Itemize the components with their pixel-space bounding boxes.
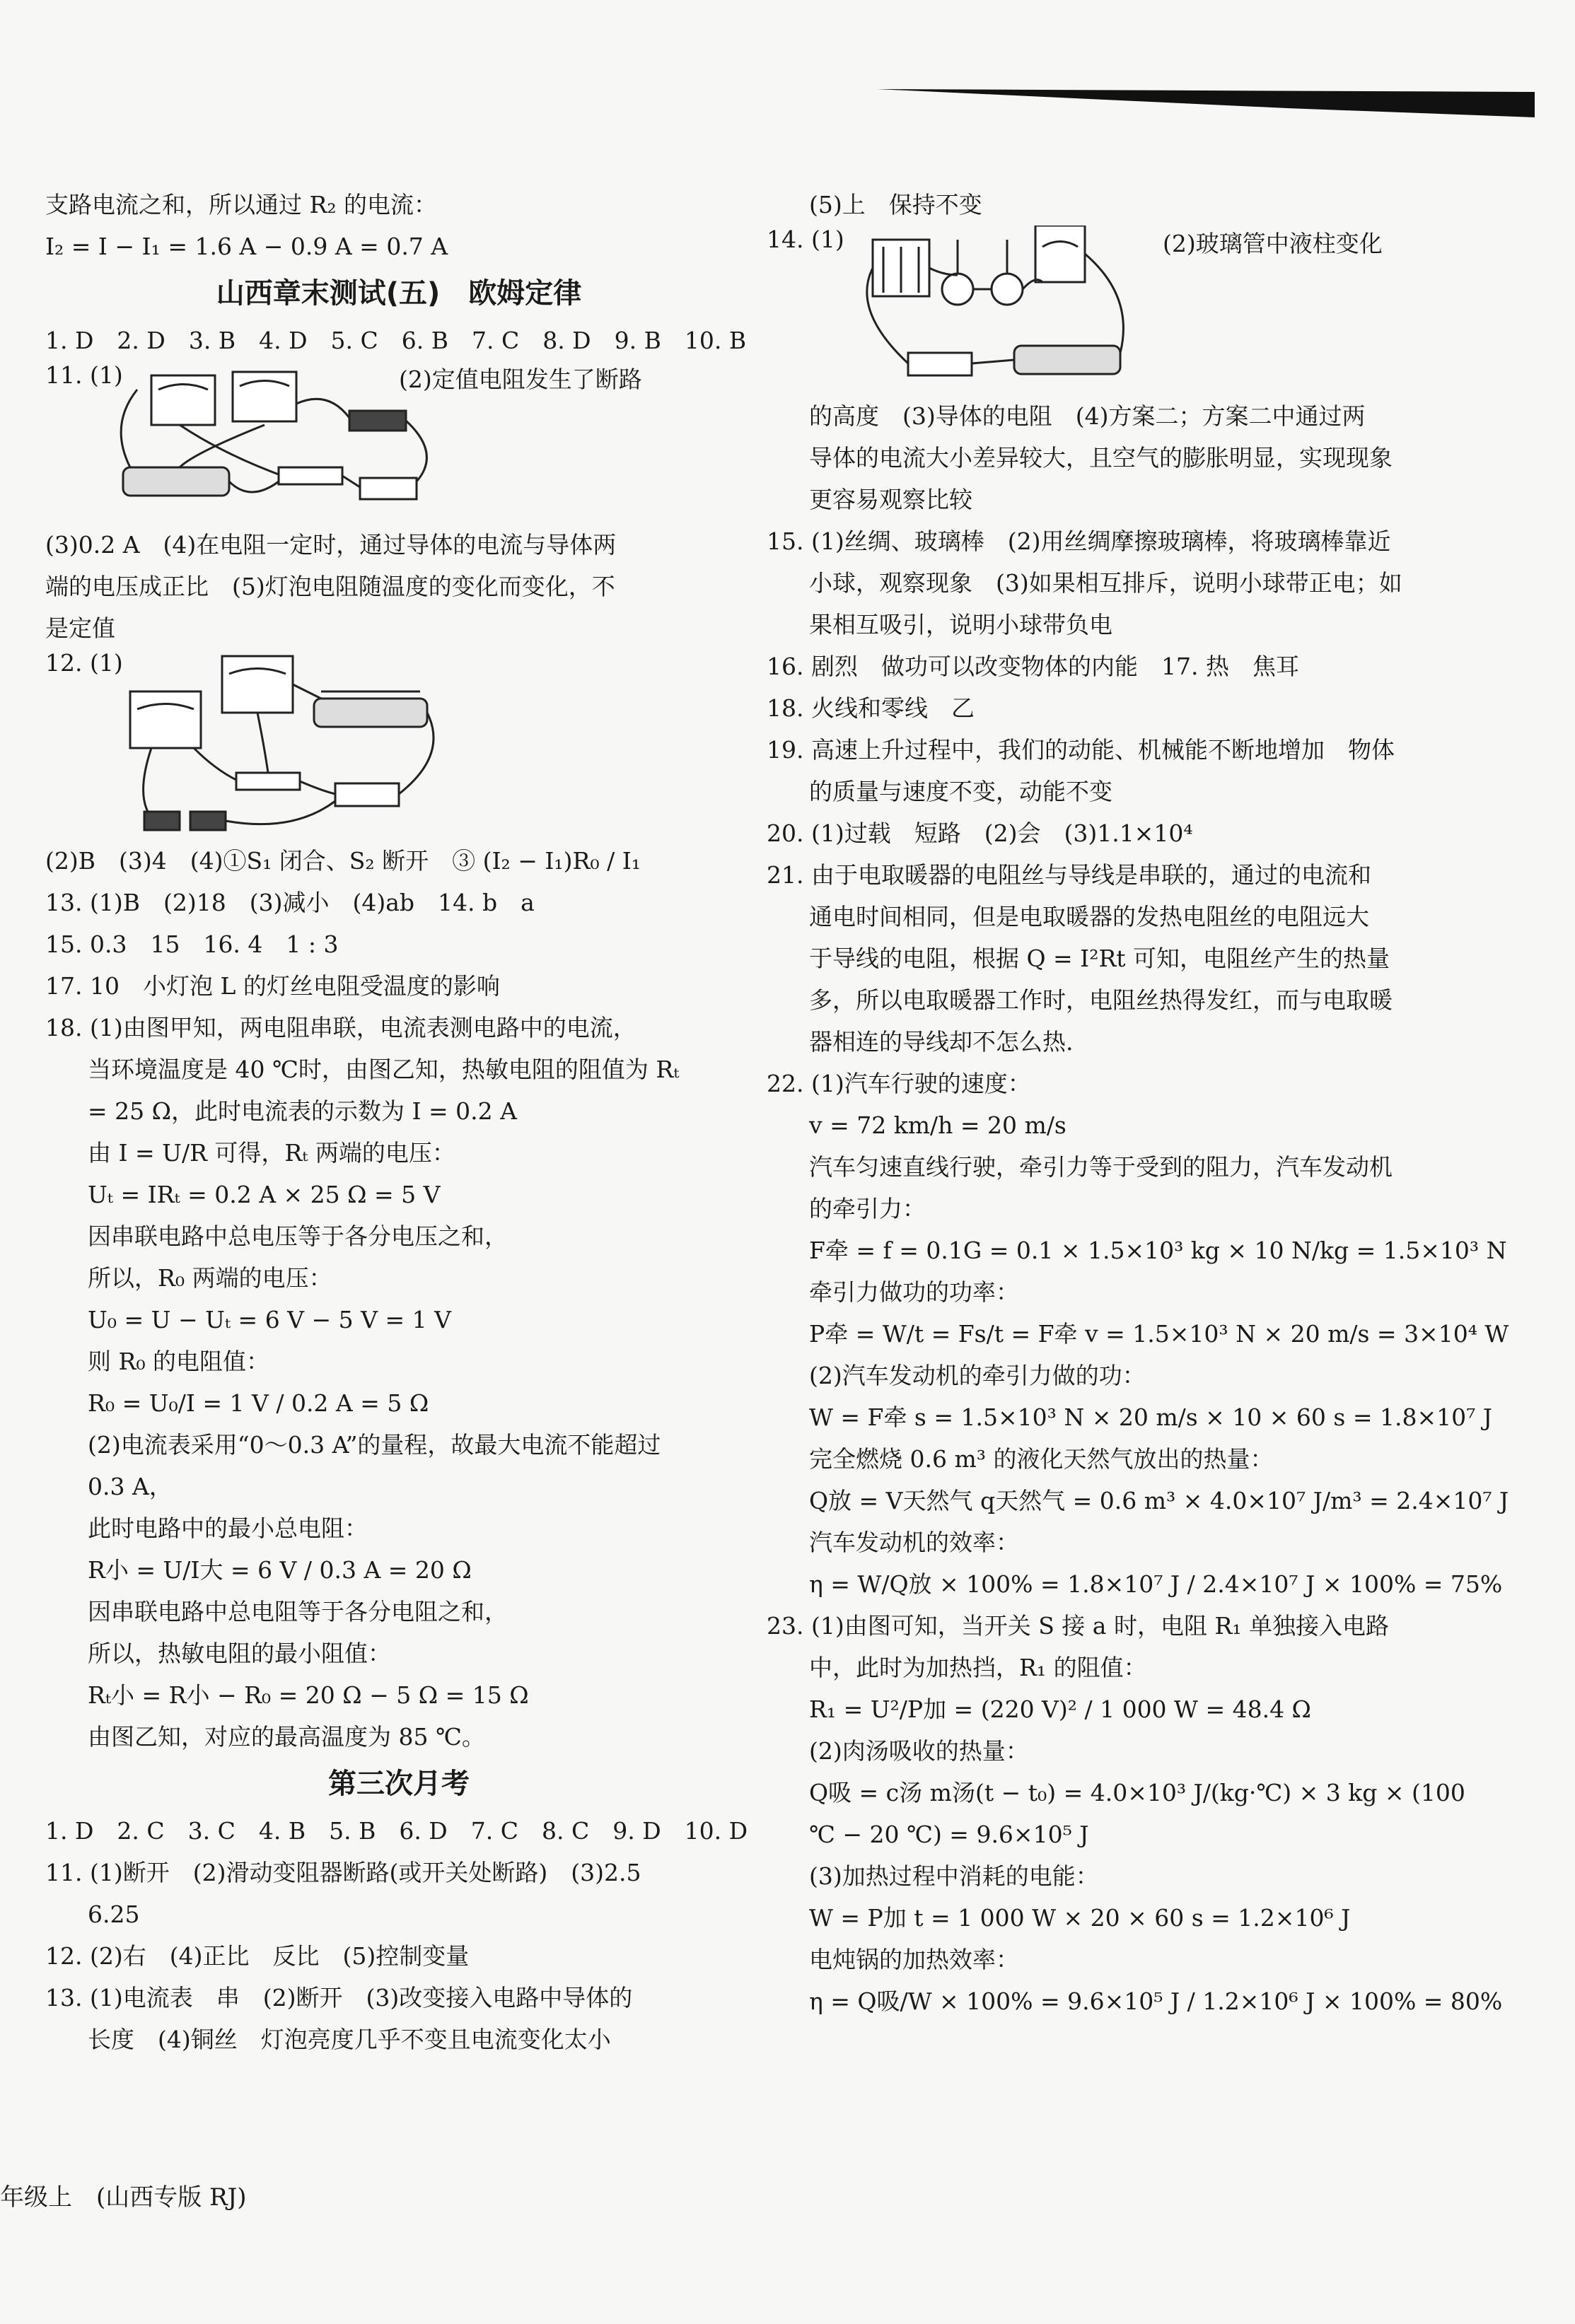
answer-line: 20. (1)过载 短路 (2)会 (3)1.1×10⁴ bbox=[767, 819, 1193, 847]
answer-line: 汽车匀速直线行驶，牵引力等于受到的阻力，汽车发动机 bbox=[809, 1153, 1393, 1181]
answer-line: 此时电路中的最小总电阻： bbox=[88, 1514, 368, 1542]
answer-line: (2)肉汤吸收的热量： bbox=[809, 1737, 1029, 1765]
answer-line: 则 R₀ 的电阻值： bbox=[88, 1348, 270, 1375]
answer-line: 22. (1)汽车行驶的速度： bbox=[767, 1070, 1031, 1097]
formula-line: R₁ = U²/P加 = (220 V)² / 1 000 W = 48.4 Ω bbox=[809, 1695, 1311, 1723]
answer-line: 的牵引力： bbox=[809, 1195, 926, 1222]
formula-line: R₀ = U₀/I = 1 V / 0.2 A = 5 Ω bbox=[88, 1389, 429, 1417]
answer-line: 电炖锅的加热效率： bbox=[809, 1946, 1019, 1973]
section-heading: 第三次月考 bbox=[328, 1768, 470, 1800]
header-bar-decoration bbox=[877, 76, 1535, 117]
answer-line: 于导线的电阻，根据 Q = I²Rt 可知，电阻丝产生的热量 bbox=[809, 945, 1390, 972]
answer-line: 15. (1)丝绸、玻璃棒 (2)用丝绸摩擦玻璃棒，将玻璃棒靠近 bbox=[767, 527, 1391, 555]
question-label: 14. (1) bbox=[767, 226, 844, 253]
answer-line: 18. 火线和零线 乙 bbox=[767, 694, 975, 722]
answer-line: 完全燃烧 0.6 m³ 的液化天然气放出的热量： bbox=[809, 1445, 1274, 1473]
answer-line: 15. 0.3 15 16. 4 1 : 3 bbox=[45, 930, 339, 958]
answer-line: 所以，热敏电阻的最小阻值： bbox=[88, 1640, 391, 1667]
answer-line: 更容易观察比较 bbox=[809, 486, 972, 513]
question-label: 12. (1) bbox=[45, 649, 123, 677]
answer-line: 12. (2)右 (4)正比 反比 (5)控制变量 bbox=[45, 1942, 470, 1970]
answer-line: 因串联电路中总电压等于各分电压之和， bbox=[88, 1222, 508, 1250]
q14-apparatus-figure bbox=[767, 226, 1559, 395]
text-line: 支路电流之和，所以通过 R₂ 的电流： bbox=[45, 191, 438, 218]
answer-line: 中，此时为加热挡，R₁ 的阻值： bbox=[809, 1654, 1147, 1681]
answer-line: 16. 剧烈 做功可以改变物体的内能 17. 热 焦耳 bbox=[767, 653, 1299, 680]
circuit-diagram bbox=[109, 649, 477, 840]
formula-line: Q吸 = c汤 m汤(t − t₀) = 4.0×10³ J/(kg·℃) × 3 kg × (100 bbox=[809, 1779, 1465, 1806]
answer-line: 的质量与速度不变，动能不变 bbox=[809, 778, 1112, 805]
formula-line: Uₜ = IRₜ = 0.2 A × 25 Ω = 5 V bbox=[88, 1181, 441, 1208]
answer-line: 导体的电流大小差异较大，且空气的膨胀明显，实现现象 bbox=[809, 444, 1393, 472]
circuit-diagram bbox=[109, 361, 434, 524]
formula-line: η = W/Q放 × 100% = 1.8×10⁷ J / 2.4×10⁷ J × 100% = 75% bbox=[809, 1570, 1503, 1598]
answer-line: 6.25 bbox=[88, 1900, 140, 1928]
answer-line: 长度 (4)铜丝 灯泡亮度几乎不变且电流变化太小 bbox=[88, 2026, 611, 2053]
answer-note: (2)玻璃管中液柱变化 bbox=[1163, 230, 1383, 257]
formula-line: W = P加 t = 1 000 W × 20 × 60 s = 1.2×10⁶ J bbox=[809, 1904, 1351, 1932]
answer-line: 器相连的导线却不怎么热. bbox=[809, 1028, 1074, 1056]
answer-line: (3)0.2 A (4)在电阻一定时，通过导体的电流与导体两 bbox=[45, 531, 617, 559]
answer-line: 11. (1)断开 (2)滑动变阻器断路(或开关处断路) (3)2.5 bbox=[45, 1859, 641, 1886]
answer-line: 19. 高速上升过程中，我们的动能、机械能不断地增加 物体 bbox=[767, 736, 1395, 764]
answer-note: (2)定值电阻发生了断路 bbox=[399, 366, 642, 393]
answer-line: 是定值 bbox=[45, 614, 115, 642]
answer-line: 端的电压成正比 (5)灯泡电阻随温度的变化而变化，不 bbox=[45, 573, 615, 600]
formula-line: U₀ = U − Uₜ = 6 V − 5 V = 1 V bbox=[88, 1306, 451, 1333]
answer-line: 因串联电路中总电阻等于各分电阻之和， bbox=[88, 1598, 508, 1625]
answer-line: 当环境温度是 40 ℃时，由图乙知，热敏电阻的阻值为 Rₜ bbox=[88, 1056, 680, 1083]
formula-line: Rₜ小 = R小 − R₀ = 20 Ω − 5 Ω = 15 Ω bbox=[88, 1681, 529, 1709]
formula-line: v = 72 km/h = 20 m/s bbox=[809, 1111, 1067, 1139]
formula-line: ℃ − 20 ℃) = 9.6×10⁵ J bbox=[809, 1821, 1089, 1848]
answer-line: 通电时间相同，但是电取暖器的发热电阻丝的电阻远大 bbox=[809, 903, 1369, 930]
answer-line: 的高度 (3)导体的电阻 (4)方案二；方案二中通过两 bbox=[809, 402, 1366, 430]
question-label: 11. (1) bbox=[45, 361, 123, 389]
formula-line: P牵 = W/t = Fs/t = F牵 v = 1.5×10³ N × 20 m/s = 3×10⁴ W bbox=[809, 1320, 1509, 1348]
formula-line: W = F牵 s = 1.5×10³ N × 20 m/s × 10 × 60 s = 1.8×10⁷ J bbox=[809, 1403, 1493, 1431]
q12-circuit-figure bbox=[45, 649, 752, 840]
answer-line: 18. (1)由图甲知，两电阻串联，电流表测电路中的电流， bbox=[45, 1014, 637, 1041]
formula-line: η = Q吸/W × 100% = 9.6×10⁵ J / 1.2×10⁶ J × 100% = 80% bbox=[809, 1987, 1503, 2015]
answer-line: 所以，R₀ 两端的电压： bbox=[88, 1264, 332, 1292]
answer-line: (3)加热过程中消耗的电能： bbox=[809, 1862, 1099, 1890]
answer-line: 13. (1)B (2)18 (3)减小 (4)ab 14. b a bbox=[45, 889, 535, 916]
answer-line: 0.3 A， bbox=[88, 1473, 173, 1500]
formula-line: 由 I = U/R 可得，Rₜ 两端的电压： bbox=[88, 1139, 455, 1167]
answer-line: 汽车发动机的效率： bbox=[809, 1529, 1019, 1556]
formula-line: F牵 = f = 0.1G = 0.1 × 1.5×10³ kg × 10 N/kg = 1.5×10³ N bbox=[809, 1237, 1507, 1264]
answer-line: 23. (1)由图可知，当开关 S 接 a 时，电阻 R₁ 单独接入电路 bbox=[767, 1612, 1390, 1640]
answer-line: 牵引力做功的功率： bbox=[809, 1278, 1019, 1306]
answer-line: (2)B (3)4 (4)①S₁ 闭合、S₂ 断开 ③ (I₂ − I₁)R₀ / I₁ bbox=[45, 847, 641, 875]
left-column bbox=[45, 184, 752, 2060]
answer-line: (2)电流表采用“0～0.3 A”的量程，故最大电流不能超过 bbox=[88, 1431, 661, 1459]
answer-line: 1. D 2. C 3. C 4. B 5. B 6. D 7. C 8. C 9. D 10. D bbox=[45, 1817, 748, 1845]
section-heading: 山西章末测试(五) 欧姆定律 bbox=[216, 277, 582, 310]
answer-line: 21. 由于电取暖器的电阻丝与导线是串联的，通过的电流和 bbox=[767, 861, 1371, 889]
answer-line: 果相互吸引，说明小球带负电 bbox=[809, 611, 1112, 638]
formula-line: R小 = U/I大 = 6 V / 0.3 A = 20 Ω bbox=[88, 1556, 472, 1584]
page-footer: 年级上 (山西专版 RJ) bbox=[0, 2183, 247, 2212]
answer-line: 17. 10 小灯泡 L 的灯丝电阻受温度的影响 bbox=[45, 972, 500, 1000]
answer-line: 由图乙知，对应的最高温度为 85 ℃。 bbox=[88, 1723, 485, 1751]
answer-line: 多，所以电取暖器工作时，电阻丝热得发红，而与电取暖 bbox=[809, 986, 1393, 1014]
answer-line: 1. D 2. D 3. B 4. D 5. C 6. B 7. C 8. D 9. B 10. B bbox=[45, 327, 747, 354]
answer-line: (2)汽车发动机的牵引力做的功： bbox=[809, 1362, 1146, 1389]
q11-circuit-figure bbox=[45, 361, 752, 524]
answer-line: = 25 Ω，此时电流表的示数为 I = 0.2 A bbox=[88, 1097, 517, 1125]
answer-line: 13. (1)电流表 串 (2)断开 (3)改变接入电路中导体的 bbox=[45, 1984, 633, 2011]
formula-line: Q放 = V天然气 q天然气 = 0.6 m³ × 4.0×10⁷ J/m³ = 2.4×10⁷ J bbox=[809, 1487, 1509, 1514]
formula-line: I₂ = I − I₁ = 1.6 A − 0.9 A = 0.7 A bbox=[45, 233, 448, 260]
answer-line: (5)上 保持不变 bbox=[809, 191, 982, 218]
right-column bbox=[767, 184, 1559, 2022]
answer-line: 小球，观察现象 (3)如果相互排斥，说明小球带正电；如 bbox=[809, 569, 1402, 597]
apparatus-diagram bbox=[852, 226, 1149, 395]
